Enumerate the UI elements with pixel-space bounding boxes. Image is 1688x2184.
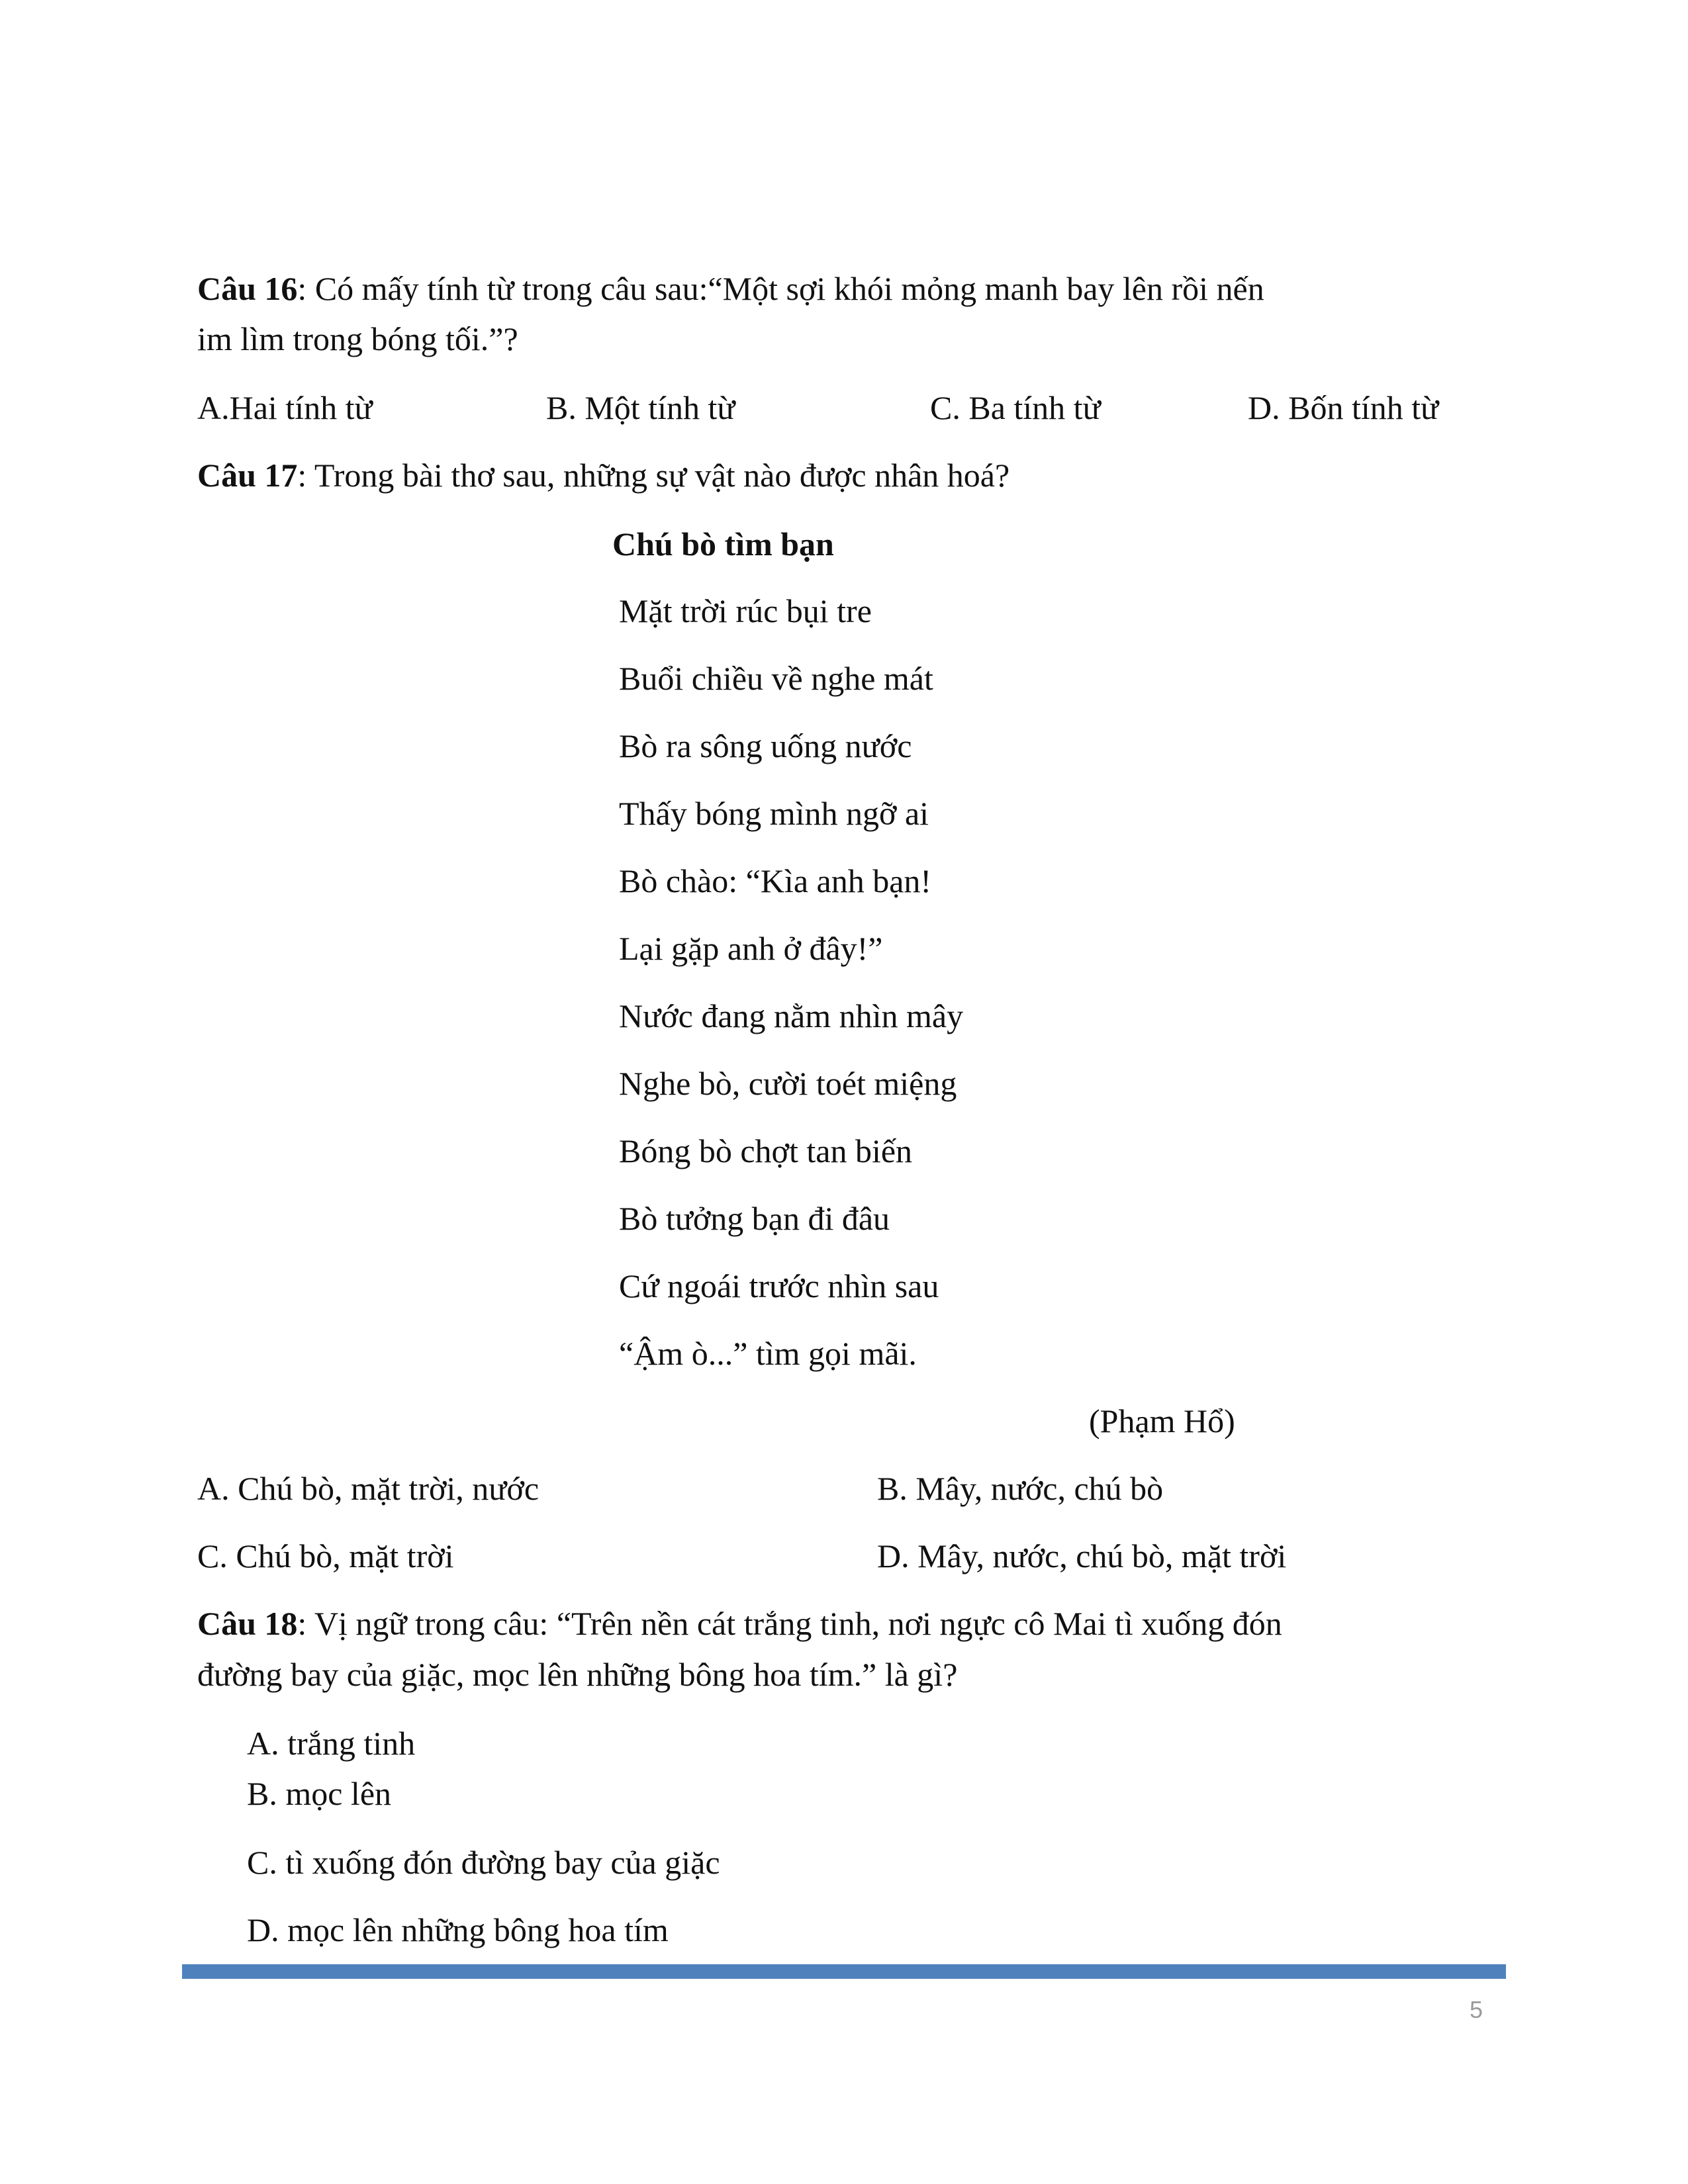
- poem-line: Thấy bóng mình ngỡ ai: [619, 795, 929, 832]
- poem-line: Bò chào: “Kìa anh bạn!: [619, 862, 932, 899]
- page-number: 5: [1469, 1996, 1483, 2023]
- footer-divider: [182, 1964, 1506, 1979]
- poem-line: Cứ ngoái trước nhìn sau: [619, 1267, 939, 1304]
- q17-option-c: C. Chú bò, mặt trời: [197, 1537, 454, 1574]
- poem-author: (Phạm Hổ): [1089, 1402, 1235, 1439]
- q16-option-a: A.Hai tính từ: [197, 389, 373, 426]
- poem-line: Bò ra sông uống nước: [619, 727, 912, 764]
- poem-line: Bóng bò chợt tan biến: [619, 1132, 913, 1169]
- q16-option-b: B. Một tính từ: [546, 389, 735, 426]
- poem-line: Lại gặp anh ở đây!”: [619, 930, 883, 967]
- q17-option-b: B. Mây, nước, chú bò: [877, 1470, 1164, 1507]
- q17-text: : Trong bài thơ sau, những sự vật nào được nhân hoá?: [297, 457, 1010, 494]
- q17-stem: [197, 455, 1009, 495]
- q18-option-a: A. trắng tinh: [247, 1725, 416, 1762]
- q16-stem-line1: [197, 269, 1264, 308]
- poem-line: Nước đang nằm nhìn mây: [619, 997, 964, 1034]
- q18-option-b: B. mọc lên: [247, 1775, 392, 1812]
- poem-line: Mặt trời rúc bụi tre: [619, 592, 872, 629]
- q18-option-c: C. tì xuống đón đường bay của giặc: [247, 1844, 720, 1881]
- q18-text-line1: : Vị ngữ trong câu: “Trên nền cát trắng tinh, nơi ngực cô Mai tì xuống đón: [297, 1605, 1282, 1642]
- q18-text-line2: đường bay của giặc, mọc lên những bông hoa tím.” là gì?: [197, 1656, 958, 1693]
- poem-line: Bò tưởng bạn đi đâu: [619, 1200, 890, 1237]
- q18-option-d: D. mọc lên những bông hoa tím: [247, 1911, 669, 1948]
- q17-option-a: A. Chú bò, mặt trời, nước: [197, 1470, 539, 1507]
- q16-text-line2: im lìm trong bóng tối.”?: [197, 320, 518, 357]
- q17-label: Câu 17: [197, 457, 298, 494]
- q17-option-d: D. Mây, nước, chú bò, mặt trời: [877, 1537, 1287, 1574]
- q18-label: Câu 18: [197, 1605, 298, 1642]
- q16-option-c: C. Ba tính từ: [930, 389, 1101, 426]
- poem-title: Chú bò tìm bạn: [612, 525, 834, 563]
- q16-option-d: D. Bốn tính từ: [1248, 389, 1439, 426]
- q16-label: Câu 16: [197, 270, 298, 307]
- q16-text-line1: : Có mấy tính từ trong câu sau:“Một sợi khói mỏng manh bay lên rồi nến: [297, 270, 1264, 307]
- poem-line: Nghe bò, cười toét miệng: [619, 1065, 957, 1102]
- poem-line: Buổi chiều về nghe mát: [619, 660, 933, 697]
- poem-line: “Ậm ò...” tìm gọi mãi.: [619, 1335, 917, 1372]
- q18-stem-line1: [197, 1604, 1282, 1643]
